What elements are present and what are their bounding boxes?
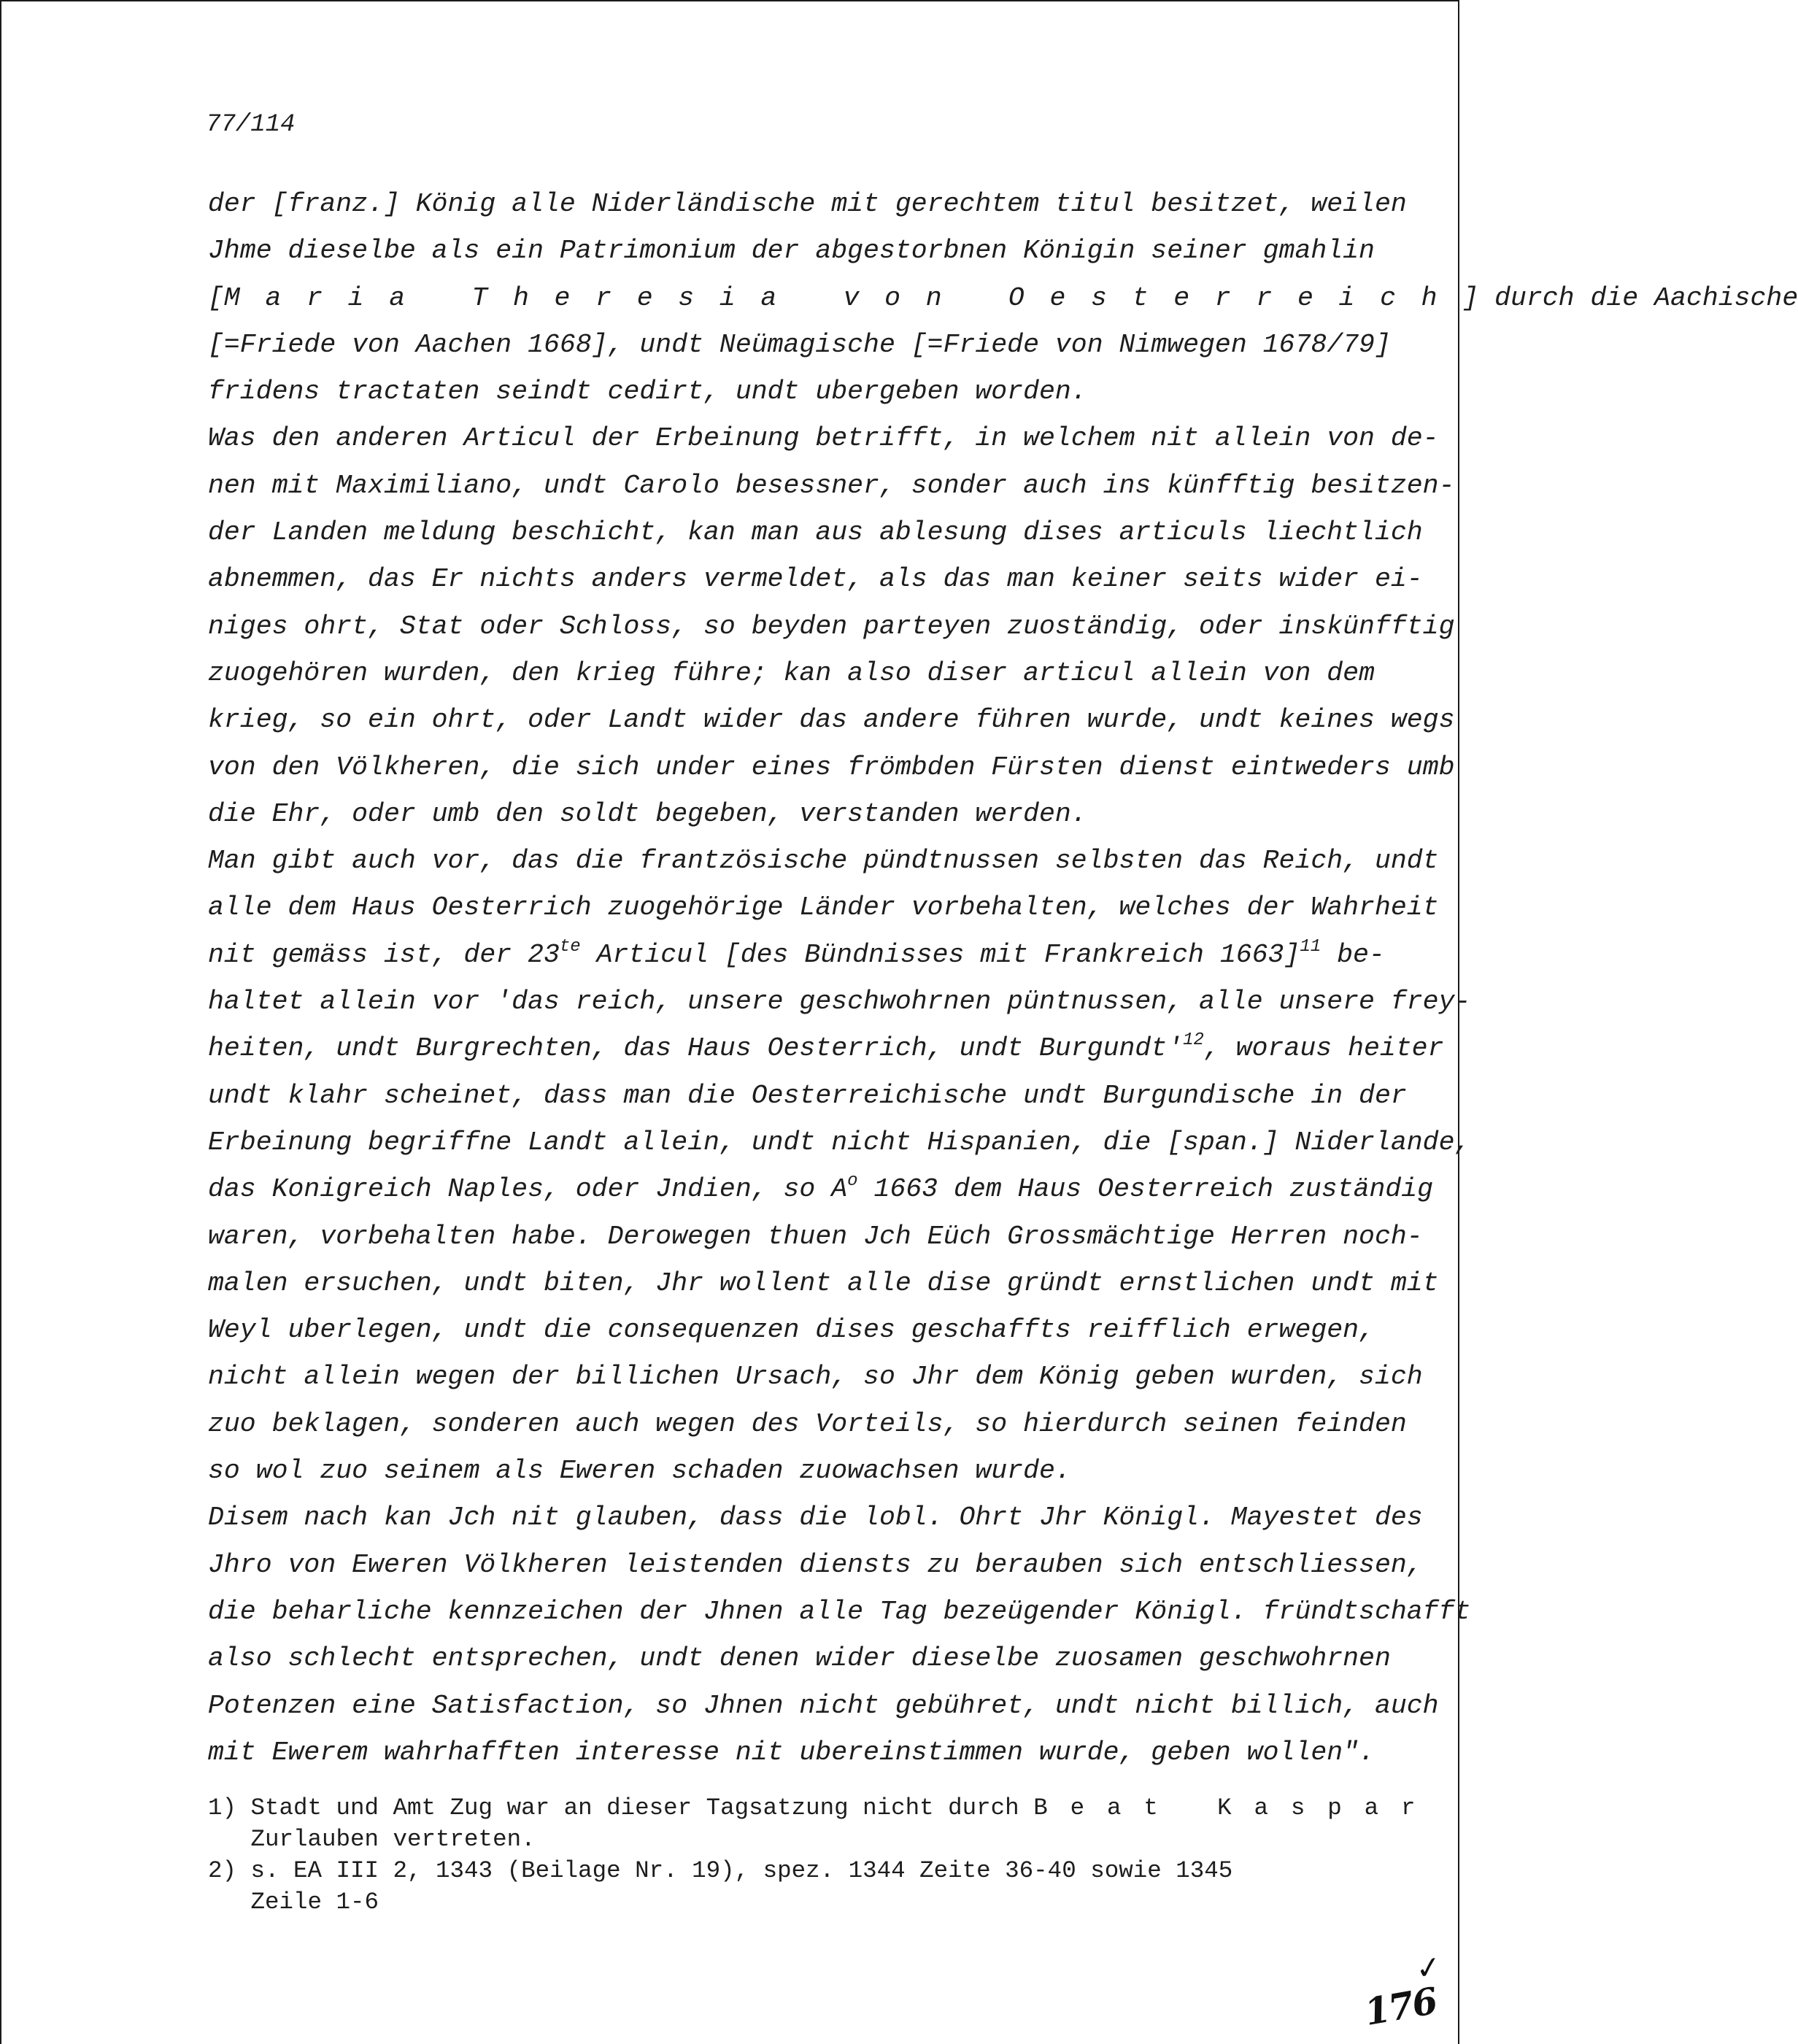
text-segment: heiten, undt Burgrechten, das Haus Oesterrich, undt Burgundt'	[208, 1033, 1184, 1064]
text-line: nen mit Maximiliano, undt Carolo besessner, sonder auch ins künfftig besitzen-	[208, 470, 1455, 501]
text-segment: , woraus heiter	[1203, 1033, 1444, 1064]
footnote-1	[208, 1792, 1448, 1824]
text-line: malen ersuchen, undt biten, Jhr wollent alle dise gründt ernstlichen undt mit	[208, 1268, 1439, 1298]
footnote-ref: 12	[1183, 1030, 1204, 1051]
body-text	[208, 181, 1798, 1776]
text-line: abnemmen, das Er nichts anders vermeldet, als das man keiner seits wider ei-	[208, 564, 1423, 595]
text-line: krieg, so ein ohrt, oder Landt wider das andere führen wurde, undt keines wegs	[208, 705, 1455, 736]
text-line: fridens tractaten seindt cedirt, undt ubergeben worden.	[208, 377, 1087, 407]
footnote-ref: 11	[1300, 936, 1322, 957]
footnote-2: 2) s. EA III 2, 1343 (Beilage Nr. 19), spez. 1344 Zeite 36-40 sowie 1345	[208, 1857, 1233, 1884]
text-line: undt klahr scheinet, dass man die Oesterreichische undt Burgundische in der	[208, 1080, 1407, 1111]
text-line: Disem nach kan Jch nit glauben, dass die lobl. Ohrt Jhr Königl. Mayestet des	[208, 1503, 1423, 1533]
text-line: niges ohrt, Stat oder Schloss, so beyden parteyen zuoständig, oder inskünfftig	[208, 611, 1455, 641]
text-segment: Articul [des Bündnisses mit Frankreich 1663]	[580, 939, 1300, 970]
text-line	[208, 275, 1798, 322]
text-line: die Ehr, oder umb den soldt begeben, verstanden werden.	[208, 798, 1087, 829]
text-line	[208, 1025, 1463, 1072]
text-line: waren, vorbehalten habe. Derowegen thuen Jch Eüch Grossmächtige Herren noch-	[208, 1221, 1423, 1252]
text-line: mit Ewerem wahrhafften interesse nit ubereinstimmen wurde, geben wollen".	[208, 1737, 1375, 1767]
text-line: Was den anderen Articul der Erbeinung betrifft, in welchem nit allein von de-	[208, 423, 1439, 454]
text-line: Jhro von Eweren Völkheren leistenden diensts zu berauben sich entschliessen,	[208, 1549, 1423, 1580]
text-line: also schlecht entsprechen, undt denen wider dieselbe zuosamen geschwohrnen	[208, 1643, 1391, 1674]
spaced-name: Beat Kaspar	[1033, 1794, 1438, 1821]
text-line: zuo beklagen, sonderen auch wegen des Vorteils, so hierdurch seinen feinden	[208, 1408, 1407, 1439]
text-segment: 1663 dem Haus Oesterreich zuständig	[857, 1174, 1434, 1205]
text-line: [=Friede von Aachen 1668], undt Neümagische [=Friede von Nimwegen 1678/79]	[208, 329, 1391, 360]
text-line: die beharliche kennzeichen der Jhnen alle Tag bezeügender Königl. fründtschafft	[208, 1596, 1471, 1627]
text-segment: das Konigreich Naples, oder Jndien, so A	[208, 1174, 848, 1205]
footnote-1-cont: Zurlauben vertreten.	[208, 1826, 536, 1853]
superscript: o	[847, 1171, 858, 1192]
footnote-2-cont: Zeile 1-6	[208, 1889, 379, 1916]
archive-page-number: 176	[1361, 1978, 1440, 2035]
superscript: te	[559, 936, 581, 957]
text-line	[208, 1166, 1463, 1213]
text-line: Erbeinung begriffne Landt allein, undt nicht Hispanien, die [span.] Niderlande,	[208, 1127, 1471, 1157]
footnotes	[208, 1792, 1448, 1918]
text-line: Potenzen eine Satisfaction, so Jhnen nicht gebühret, undt nicht billich, auch	[208, 1690, 1439, 1721]
text-segment: ] durch die Aachische	[1462, 282, 1798, 313]
text-line	[208, 932, 1463, 979]
text-segment: be-	[1321, 939, 1385, 970]
checkmark-icon: ✓	[1413, 1948, 1444, 1988]
text-line: von den Völkheren, die sich under eines frömbden Fürsten dienst eintweders umb	[208, 752, 1455, 782]
text-segment: 1) Stadt und Amt Zug war an dieser Tagsatzung nicht durch	[208, 1794, 1034, 1821]
text-line: der [franz.] König alle Niderländische mit gerechtem titul besitzet, weilen	[208, 189, 1407, 219]
text-line: Weyl uberlegen, undt die consequenzen dises geschaffts reifflich erwegen,	[208, 1315, 1375, 1346]
text-segment: nit gemäss ist, der 23	[208, 939, 560, 970]
text-line: zuogehören wurden, den krieg führe; kan also diser articul allein von dem	[208, 657, 1375, 688]
page-number: 77/114	[206, 111, 296, 139]
spaced-name: Maria Theresia von Oesterreich	[223, 282, 1463, 313]
text-line: der Landen meldung beschicht, kan man aus ablesung dises articuls liechtlich	[208, 517, 1423, 548]
bracket: [	[208, 282, 224, 313]
text-line: Man gibt auch vor, das die frantzösische pündtnussen selbsten das Reich, undt	[208, 846, 1439, 876]
text-line: so wol zuo seinem als Eweren schaden zuowachsen wurde.	[208, 1456, 1071, 1486]
text-line: haltet allein vor 'das reich, unsere geschwohrnen püntnussen, alle unsere frey-	[208, 987, 1471, 1017]
text-line: Jhme dieselbe als ein Patrimonium der abgestorbnen Königin seiner gmahlin	[208, 236, 1375, 266]
text-line: alle dem Haus Oesterrich zuogehörige Länder vorbehalten, welches der Wahrheit	[208, 892, 1439, 923]
text-line: nicht allein wegen der billichen Ursach, so Jhr dem König geben wurden, sich	[208, 1362, 1423, 1392]
